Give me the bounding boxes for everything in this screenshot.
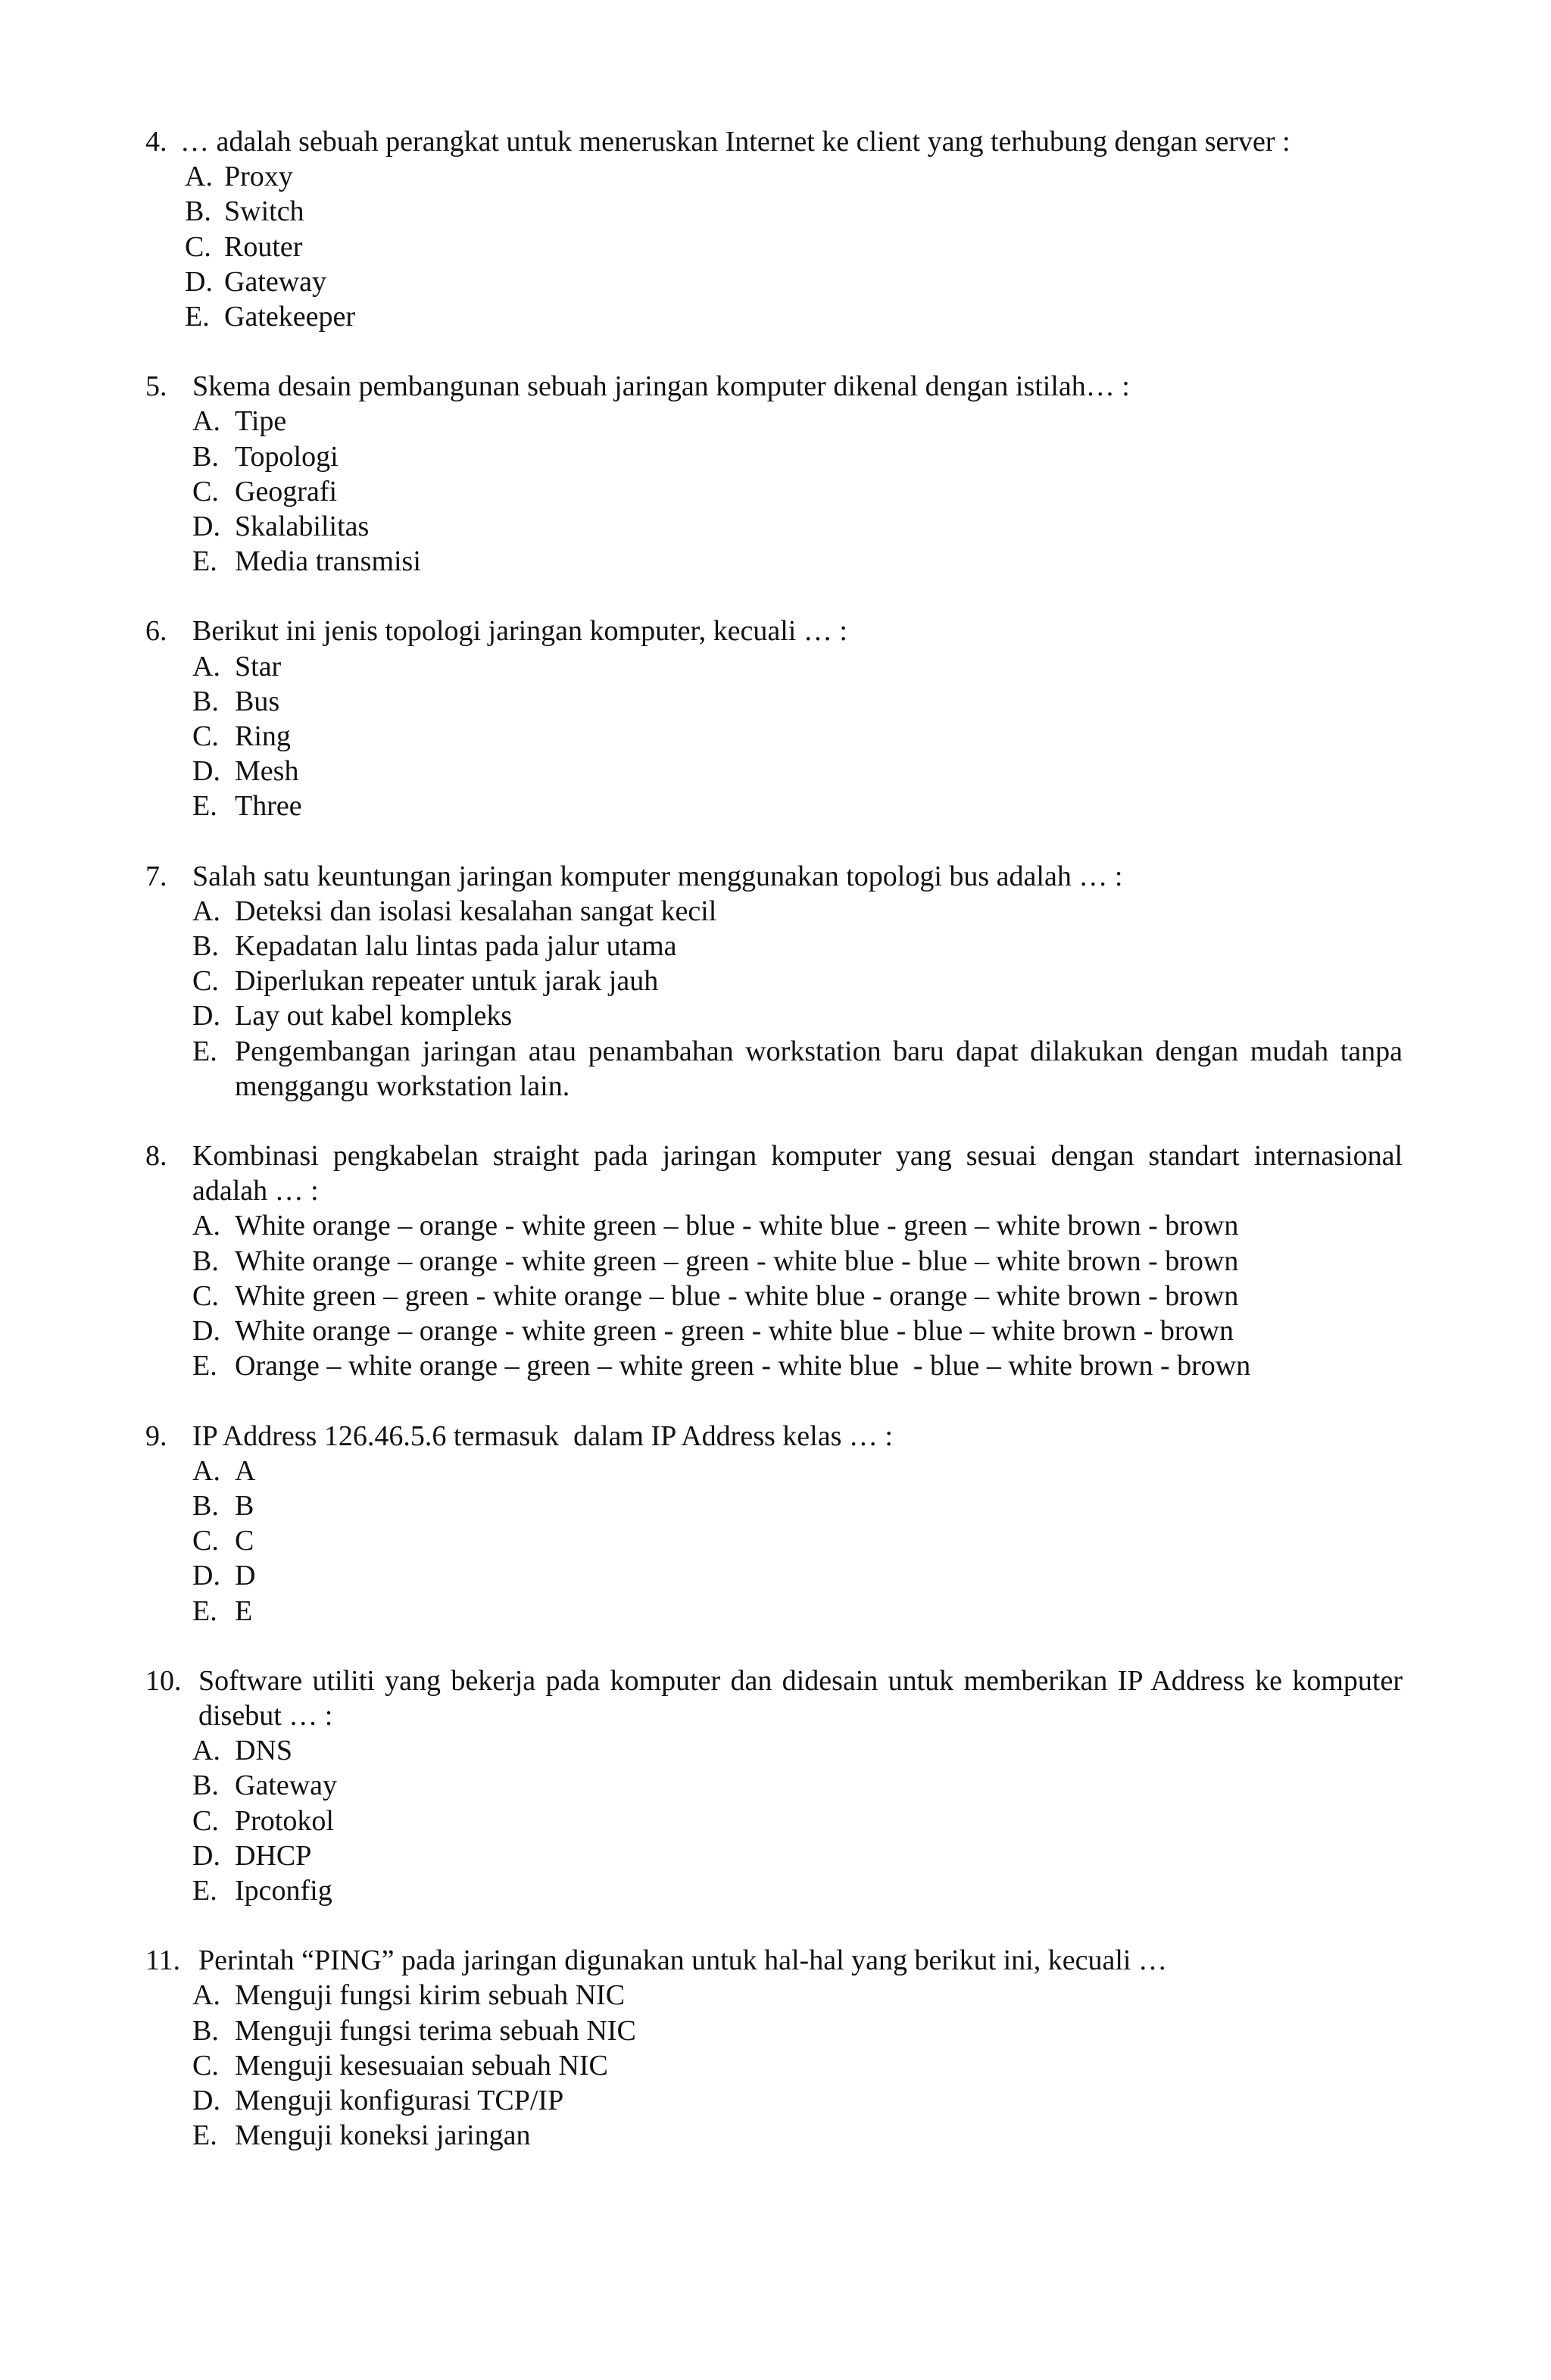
option-e (192, 1348, 1403, 1383)
option-b (185, 194, 1403, 229)
option-text: Skalabilitas (235, 511, 370, 543)
option-d (192, 1313, 1403, 1348)
option-list (145, 649, 1403, 824)
option-letter: C. (192, 2049, 219, 2082)
option-a (192, 894, 1403, 929)
option-b (192, 1488, 1403, 1523)
question-9 (145, 1419, 1403, 1629)
option-letter: D. (185, 265, 213, 298)
option-letter: A. (192, 1735, 220, 1767)
option-letter: E. (192, 2119, 217, 2152)
option-text: Geografi (235, 475, 338, 508)
question-5 (145, 369, 1403, 579)
question-text: Salah satu keuntungan jaringan komputer menggunakan topologi bus adalah … : (192, 860, 1123, 892)
quiz-page (145, 124, 1403, 2188)
option-text: Kepadatan lalu lintas pada jalur utama (235, 930, 677, 963)
option-d (192, 1558, 1403, 1593)
option-letter: D. (192, 755, 220, 788)
option-letter: D. (192, 1839, 220, 1872)
option-list (145, 1733, 1403, 1908)
option-e (192, 1034, 1403, 1104)
option-text: Ipconfig (235, 1874, 332, 1907)
question-stem (145, 859, 1403, 894)
option-list (145, 404, 1403, 579)
option-letter: C. (192, 1279, 219, 1312)
option-letter: A. (192, 1210, 220, 1242)
option-a (192, 404, 1403, 439)
option-a (192, 1208, 1403, 1243)
option-text: DHCP (235, 1839, 312, 1872)
option-text: Menguji konfigurasi TCP/IP (235, 2084, 564, 2116)
option-text: Lay out kabel kompleks (235, 1000, 513, 1032)
option-letter: A. (192, 650, 220, 682)
option-d (192, 509, 1403, 544)
option-text: White green – green - white orange – blue - white blue - orange – white brown - brown (235, 1279, 1239, 1312)
option-letter: A. (192, 1979, 220, 2012)
option-letter: D. (192, 1000, 220, 1032)
option-letter: C. (192, 965, 219, 998)
option-d (192, 754, 1403, 789)
option-a (192, 1454, 1403, 1488)
option-c (185, 230, 1403, 264)
option-letter: D. (192, 511, 220, 543)
option-text: Diperlukan repeater untuk jarak jauh (235, 965, 659, 998)
option-c (192, 2048, 1403, 2083)
option-text: White orange – orange - white green – blue - white blue - green – white brown - brown (235, 1210, 1239, 1242)
option-text: Star (235, 650, 282, 682)
option-c (192, 1523, 1403, 1558)
option-b (192, 2013, 1403, 2048)
option-a (185, 159, 1403, 194)
option-c (192, 1804, 1403, 1838)
option-letter: E. (192, 1350, 217, 1382)
option-list (145, 1978, 1403, 2153)
option-a (192, 649, 1403, 684)
option-text: Switch (224, 195, 304, 228)
option-text: Topologi (235, 440, 339, 473)
option-c (192, 1279, 1403, 1313)
option-letter: B. (192, 1245, 219, 1277)
question-text: Skema desain pembangunan sebuah jaringan komputer dikenal dengan istilah… : (192, 370, 1130, 403)
option-letter: B. (192, 1769, 219, 1802)
option-text: Menguji koneksi jaringan (235, 2119, 531, 2152)
option-letter: B. (192, 930, 219, 963)
option-text: Deteksi dan isolasi kesalahan sangat kecil (235, 895, 717, 927)
option-text: White orange – orange - white green – green - white blue - blue – white brown - brown (235, 1245, 1239, 1277)
option-c (192, 474, 1403, 509)
option-text: Media transmisi (235, 545, 421, 578)
question-number: 9. (145, 1420, 167, 1452)
question-number: 4. (145, 126, 167, 158)
option-list (145, 159, 1403, 334)
question-4 (145, 124, 1403, 334)
option-b (192, 929, 1403, 964)
question-stem (145, 124, 1403, 159)
option-letter: D. (192, 2084, 220, 2116)
option-letter: B. (192, 685, 219, 717)
question-text: … adalah sebuah perangkat untuk meneruskan Internet ke client yang terhubung dengan server : (180, 126, 1290, 158)
question-stem (145, 1663, 1403, 1733)
question-stem (145, 369, 1403, 404)
option-text: Menguji kesesuaian sebuah NIC (235, 2049, 608, 2082)
option-text: DNS (235, 1735, 293, 1767)
question-number: 6. (145, 615, 167, 648)
option-text: A (235, 1454, 256, 1487)
question-number: 5. (145, 370, 167, 403)
option-b (192, 439, 1403, 474)
option-text: Ring (235, 720, 291, 753)
question-text: IP Address 126.46.5.6 termasuk dalam IP Address kelas … : (192, 1420, 893, 1452)
option-b (192, 1768, 1403, 1803)
option-b (192, 1244, 1403, 1279)
option-letter: C. (192, 1525, 219, 1557)
option-e (192, 1873, 1403, 1908)
question-stem (145, 1138, 1403, 1208)
option-text: D (235, 1560, 256, 1592)
option-letter: C. (185, 230, 211, 263)
question-number: 11. (145, 1944, 181, 1977)
option-text: Gateway (224, 265, 327, 298)
option-letter: E. (192, 1035, 217, 1067)
option-text: Protokol (235, 1804, 334, 1837)
option-e (192, 2118, 1403, 2153)
option-letter: E. (192, 790, 217, 823)
option-c (192, 719, 1403, 754)
option-text: Proxy (224, 161, 293, 193)
option-letter: B. (192, 1489, 219, 1522)
option-letter: A. (185, 161, 213, 193)
option-e (192, 789, 1403, 823)
option-letter: C. (192, 475, 219, 508)
question-text: Berikut ini jenis topologi jaringan komputer, kecuali … : (192, 615, 847, 648)
option-text: Pengembangan jaringan atau penambahan workstation baru dapat dilakukan dengan mudah tanpa menggangu workstation lain. (235, 1035, 1403, 1102)
option-e (192, 544, 1403, 579)
option-letter: E. (192, 1594, 217, 1627)
option-text: Gatekeeper (224, 301, 355, 333)
option-list (145, 894, 1403, 1104)
question-text: Perintah “PING” pada jaringan digunakan untuk hal-hal yang berikut ini, kecuali … (198, 1944, 1167, 1977)
question-text: Kombinasi pengkabelan straight pada jaringan komputer yang sesuai dengan standart internasional adalah … : (192, 1140, 1403, 1207)
question-11 (145, 1943, 1403, 2153)
question-number: 10. (145, 1664, 182, 1697)
option-d (185, 264, 1403, 299)
option-d (192, 998, 1403, 1033)
option-text: Menguji fungsi terima sebuah NIC (235, 2014, 636, 2047)
option-letter: B. (192, 2014, 219, 2047)
question-10 (145, 1663, 1403, 1908)
question-number: 8. (145, 1140, 167, 1173)
option-list (145, 1454, 1403, 1629)
option-text: Menguji fungsi kirim sebuah NIC (235, 1979, 626, 2012)
option-text: Orange – white orange – green – white green - white blue - blue – white brown - brown (235, 1350, 1251, 1382)
option-letter: A. (192, 1454, 220, 1487)
option-letter: E. (192, 545, 217, 578)
question-6 (145, 614, 1403, 823)
option-text: Bus (235, 685, 280, 717)
option-letter: B. (185, 195, 211, 228)
option-letter: C. (192, 1804, 219, 1837)
option-text: Tipe (235, 405, 287, 438)
option-letter: D. (192, 1315, 220, 1348)
option-a (192, 1978, 1403, 2013)
option-letter: B. (192, 440, 219, 473)
option-letter: C. (192, 720, 219, 753)
option-d (192, 1838, 1403, 1873)
option-text: Gateway (235, 1769, 338, 1802)
question-text: Software utiliti yang bekerja pada komputer dan didesain untuk memberikan IP Address ke komputer disebut … : (198, 1664, 1403, 1732)
option-letter: D. (192, 1560, 220, 1592)
option-list (145, 1208, 1403, 1383)
option-d (192, 2083, 1403, 2118)
option-a (192, 1733, 1403, 1768)
question-stem (145, 614, 1403, 648)
option-e (185, 299, 1403, 334)
option-text: Three (235, 790, 302, 823)
option-letter: A. (192, 405, 220, 438)
option-letter: A. (192, 895, 220, 927)
question-number: 7. (145, 860, 167, 892)
option-e (192, 1594, 1403, 1629)
question-7 (145, 859, 1403, 1104)
option-text: C (235, 1525, 254, 1557)
option-text: Router (224, 230, 303, 263)
question-stem (145, 1419, 1403, 1454)
question-stem (145, 1943, 1403, 1978)
option-letter: E. (185, 301, 210, 333)
option-c (192, 964, 1403, 998)
option-text: Mesh (235, 755, 299, 788)
option-b (192, 684, 1403, 719)
option-text: White orange – orange - white green - green - white blue - blue – white brown - brown (235, 1315, 1234, 1348)
option-text: E (235, 1594, 253, 1627)
question-8 (145, 1138, 1403, 1383)
option-text: B (235, 1489, 254, 1522)
option-letter: E. (192, 1874, 217, 1907)
